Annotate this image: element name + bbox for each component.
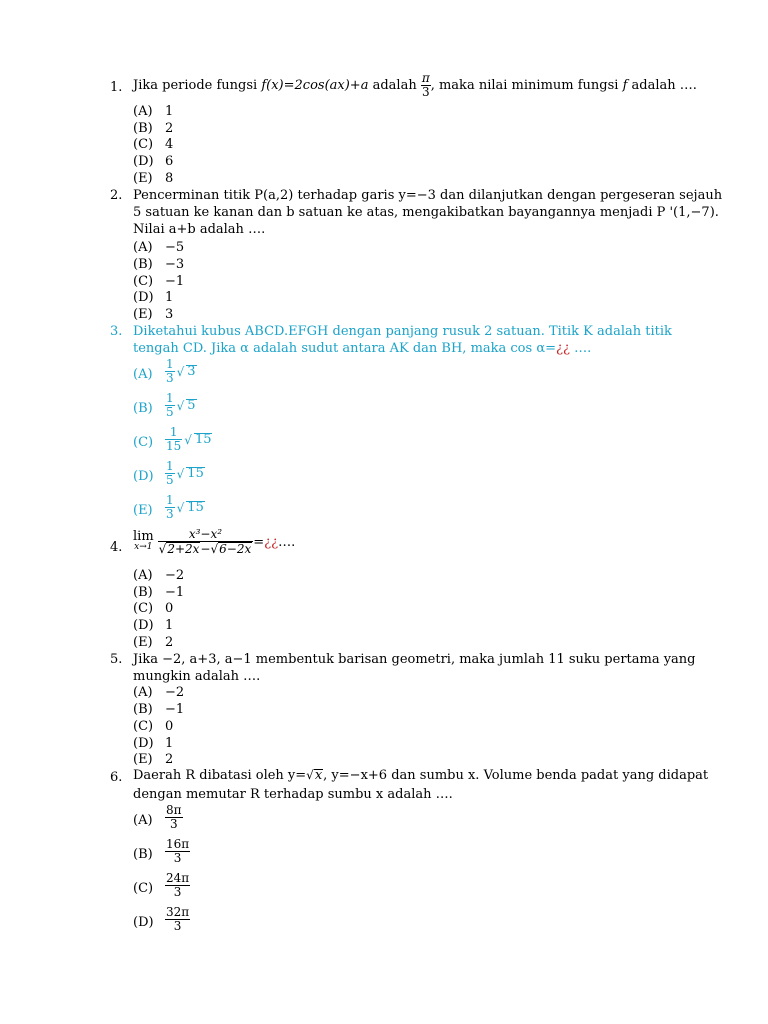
option-letter: (D) <box>133 154 154 169</box>
option-letter: (B) <box>133 401 153 416</box>
option-letter: (D) <box>133 915 154 930</box>
option-letter: (C) <box>133 137 154 152</box>
option-letter: (A) <box>133 367 153 382</box>
option-letter: (D) <box>133 290 154 305</box>
question-text-line: Jika −2, a+3, a−1 membentuk barisan geometri, maka jumlah 11 suku pertama yang <box>133 652 696 667</box>
option-value: $\frac{8\pi}{3}$ <box>166 803 182 831</box>
question-text-line: Diketahui kubus ABCD.EFGH dengan panjang rusuk 2 satuan. Titik K adalah titik <box>133 324 672 339</box>
option-letter: (B) <box>133 121 153 136</box>
option-value: $\frac{32\pi}{3}$ <box>166 905 190 933</box>
question-text-line: Pencerminan titik P(a,2) terhadap garis y=−3 dan dilanjutkan dengan pergeseran sejauh <box>133 188 723 203</box>
question-number: 1. <box>110 80 123 95</box>
option-value: $\frac{1}{15}$ √ 15 <box>166 425 212 453</box>
option-value: 2 <box>165 121 174 136</box>
option-value: −1 <box>165 585 185 600</box>
option-letter: (E) <box>133 503 153 518</box>
option-value: 1 <box>165 104 174 119</box>
option-value: −2 <box>165 568 185 583</box>
option-value: 6 <box>165 154 174 169</box>
option-letter: (E) <box>133 752 153 767</box>
limit-expression: lim x→1 $\frac{\text{x³−x²}}{√2+2x-√6-2x}$ = ¿¿ …. <box>133 527 296 556</box>
option-letter: (E) <box>133 171 153 186</box>
option-value: 1 <box>165 290 174 305</box>
option-letter: (B) <box>133 585 153 600</box>
question-text-line: Nilai a+b adalah …. <box>133 222 266 237</box>
option-value: 2 <box>165 635 174 650</box>
option-value: 3 <box>165 307 174 322</box>
question-number: 6. <box>110 770 123 785</box>
option-letter: (A) <box>133 813 153 828</box>
fraction: $\frac{\pi}{3}$ <box>421 71 430 99</box>
option-value: −5 <box>165 240 185 255</box>
option-value: 4 <box>165 137 174 152</box>
option-value: 0 <box>165 601 174 616</box>
option-value: 8 <box>165 171 174 186</box>
option-letter: (C) <box>133 274 154 289</box>
option-letter: (A) <box>133 568 153 583</box>
option-value: 2 <box>165 752 174 767</box>
option-value: 1 <box>165 618 174 633</box>
question-text: Jika periode fungsi f(x)=2cos(ax)+a adalah $\frac{\pi}{3}$ , maka nilai minimum fungsi f adalah …. <box>133 71 697 99</box>
option-value: 1 <box>165 736 174 751</box>
question-text-line: Daerah R dibatasi oleh y=√x, y=−x+6 dan sumbu x. Volume benda padat yang didapat <box>133 768 709 783</box>
option-letter: (D) <box>133 469 154 484</box>
option-letter: (A) <box>133 685 153 700</box>
option-letter: (D) <box>133 736 154 751</box>
question-number: 2. <box>110 188 123 203</box>
question-number: 4. <box>110 540 123 555</box>
question-number: 3. <box>110 324 123 339</box>
option-letter: (A) <box>133 104 153 119</box>
option-letter: (C) <box>133 435 154 450</box>
question-text-line: dengan memutar R terhadap sumbu x adalah …. <box>133 787 453 802</box>
option-letter: (E) <box>133 635 153 650</box>
option-letter: (D) <box>133 618 154 633</box>
question-number: 5. <box>110 652 123 667</box>
option-value: $\frac{1}{5}$ √ 15 <box>166 459 204 487</box>
option-value: 0 <box>165 719 174 734</box>
option-letter: (A) <box>133 240 153 255</box>
option-letter: (C) <box>133 881 154 896</box>
option-letter: (E) <box>133 307 153 322</box>
option-value: $\frac{1}{5}$ √ 5 <box>166 391 196 419</box>
question-text-line: mungkin adalah …. <box>133 669 261 684</box>
option-letter: (B) <box>133 257 153 272</box>
option-value: −1 <box>165 702 185 717</box>
option-value: −3 <box>165 257 185 272</box>
option-value: −1 <box>165 274 185 289</box>
option-letter: (C) <box>133 601 154 616</box>
question-text-line: 5 satuan ke kanan dan b satuan ke atas, mengakibatkan bayangannya menjadi P '(1,−7). <box>133 205 719 220</box>
option-value: $\frac{1}{3}$ √ 3 <box>166 357 196 385</box>
option-value: $\frac{1}{3}$ √ 15 <box>166 493 204 521</box>
option-letter: (B) <box>133 847 153 862</box>
option-letter: (C) <box>133 719 154 734</box>
option-value: −2 <box>165 685 185 700</box>
option-value: $\frac{24\pi}{3}$ <box>166 871 190 899</box>
option-value: $\frac{16\pi}{3}$ <box>166 837 190 865</box>
option-letter: (B) <box>133 702 153 717</box>
question-text-line: tengah CD. Jika α adalah sudut antara AK dan BH, maka cos α=¿¿ …. <box>133 341 592 356</box>
